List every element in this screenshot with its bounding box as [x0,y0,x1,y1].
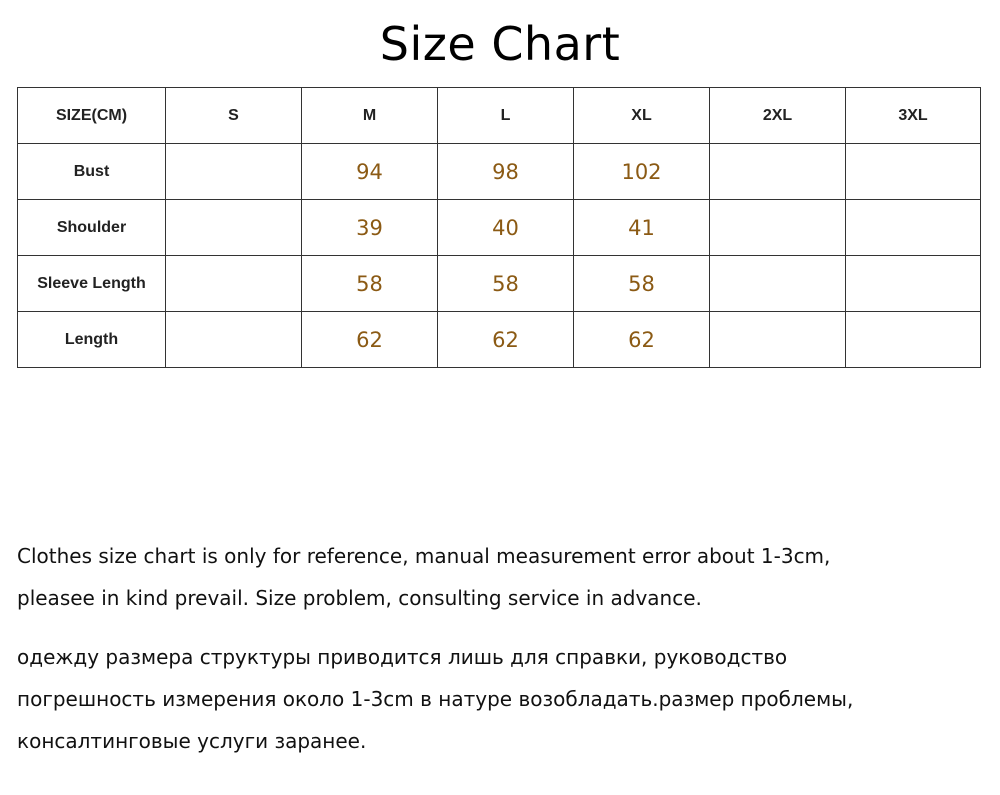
header-size-2xl: 2XL [710,88,846,144]
cell-bust-s [166,144,302,200]
table-row-bust [18,144,981,200]
header-size-s: S [166,88,302,144]
table-row-shoulder [18,200,981,256]
cell-sleeve-length-3xl [846,256,981,312]
note-english [17,535,987,619]
cell-shoulder-s [166,200,302,256]
cell-bust-3xl [846,144,981,200]
cell-bust-m: 94 [302,144,438,200]
row-label-length: Length [18,312,166,368]
note-english-line-2: pleasee in kind prevail. Size problem, consulting service in advance. [17,586,702,610]
cell-shoulder-m: 39 [302,200,438,256]
header-size-xl: XL [574,88,710,144]
cell-length-m: 62 [302,312,438,368]
cell-shoulder-l: 40 [438,200,574,256]
cell-shoulder-xl: 41 [574,200,710,256]
cell-shoulder-2xl [710,200,846,256]
table-row-sleeve-length [18,256,981,312]
note-russian-line-3: консалтинговые услуги заранее. [17,729,367,753]
row-label-sleeve-length: Sleeve Length [18,256,166,312]
cell-length-s [166,312,302,368]
row-label-bust: Bust [18,144,166,200]
cell-length-xl: 62 [574,312,710,368]
cell-bust-2xl [710,144,846,200]
page-title: Size Chart [379,17,621,71]
cell-length-3xl [846,312,981,368]
size-chart-table [17,87,981,368]
table-header-row [18,88,981,144]
cell-sleeve-length-xl: 58 [574,256,710,312]
cell-sleeve-length-2xl [710,256,846,312]
header-size-m: M [302,88,438,144]
cell-bust-l: 98 [438,144,574,200]
cell-length-l: 62 [438,312,574,368]
cell-bust-xl: 102 [574,144,710,200]
table-row-length [18,312,981,368]
cell-sleeve-length-m: 58 [302,256,438,312]
row-label-shoulder: Shoulder [18,200,166,256]
note-russian-line-2: погрешность измерения около 1-3cm в натуре возобладать.размер проблемы, [17,687,854,711]
header-size-3xl: 3XL [846,88,981,144]
cell-shoulder-3xl [846,200,981,256]
note-english-line-1: Clothes size chart is only for reference, manual measurement error about 1-3cm, [17,544,831,568]
header-size-label: SIZE(CM) [18,88,166,144]
cell-sleeve-length-s [166,256,302,312]
note-russian-line-1: одежду размера структуры приводится лишь для справки, руководство [17,645,788,669]
cell-sleeve-length-l: 58 [438,256,574,312]
header-size-l: L [438,88,574,144]
note-russian [17,636,987,762]
cell-length-2xl [710,312,846,368]
